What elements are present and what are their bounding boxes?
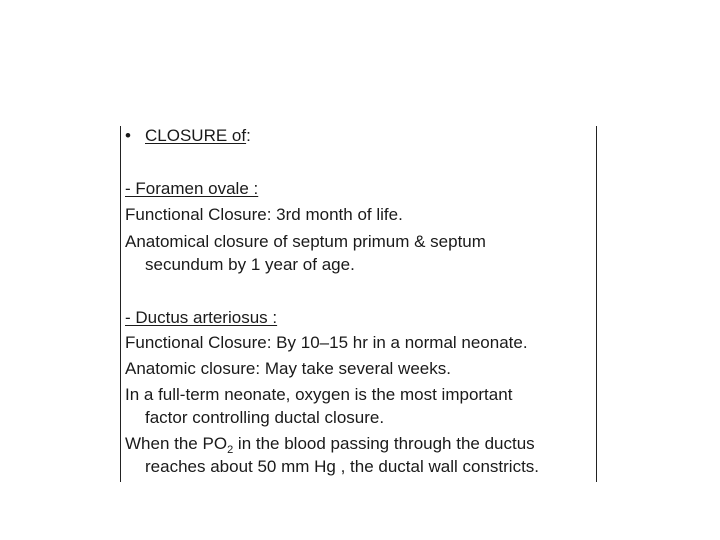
ductus-title: - Ductus arteriosus :: [125, 308, 278, 327]
content-panel: [120, 126, 597, 482]
foramen-ovale-title: - Foramen ovale :: [125, 179, 259, 198]
closure-heading-label: CLOSURE of: [145, 126, 247, 145]
ductus-oxygen-2: factor controlling ductal closure.: [145, 408, 385, 427]
foramen-ovale-anatomical-2: secundum by 1 year of age.: [145, 255, 355, 274]
ductus-oxygen-1: In a full-term neonate, oxygen is the most important: [125, 385, 513, 404]
po2-prefix: When the PO: [125, 434, 228, 453]
foramen-ovale-anatomical-1: Anatomical closure of septum primum & septum: [125, 232, 486, 251]
ductus-functional: Functional Closure: By 10–15 hr in a normal neonate.: [125, 333, 528, 352]
bullet: •: [125, 126, 131, 145]
ductus-po2-1: [125, 434, 535, 454]
po2-subscript: 2: [227, 444, 234, 456]
po2-suffix: in the blood passing through the ductus: [233, 434, 535, 453]
ductus-po2-2: reaches about 50 mm Hg , the ductal wall constricts.: [145, 457, 540, 476]
ductus-anatomic: Anatomic closure: May take several weeks.: [125, 359, 451, 378]
closure-heading: [125, 126, 251, 146]
closure-heading-colon: :: [246, 126, 251, 145]
foramen-ovale-functional: Functional Closure: 3rd month of life.: [125, 205, 403, 224]
